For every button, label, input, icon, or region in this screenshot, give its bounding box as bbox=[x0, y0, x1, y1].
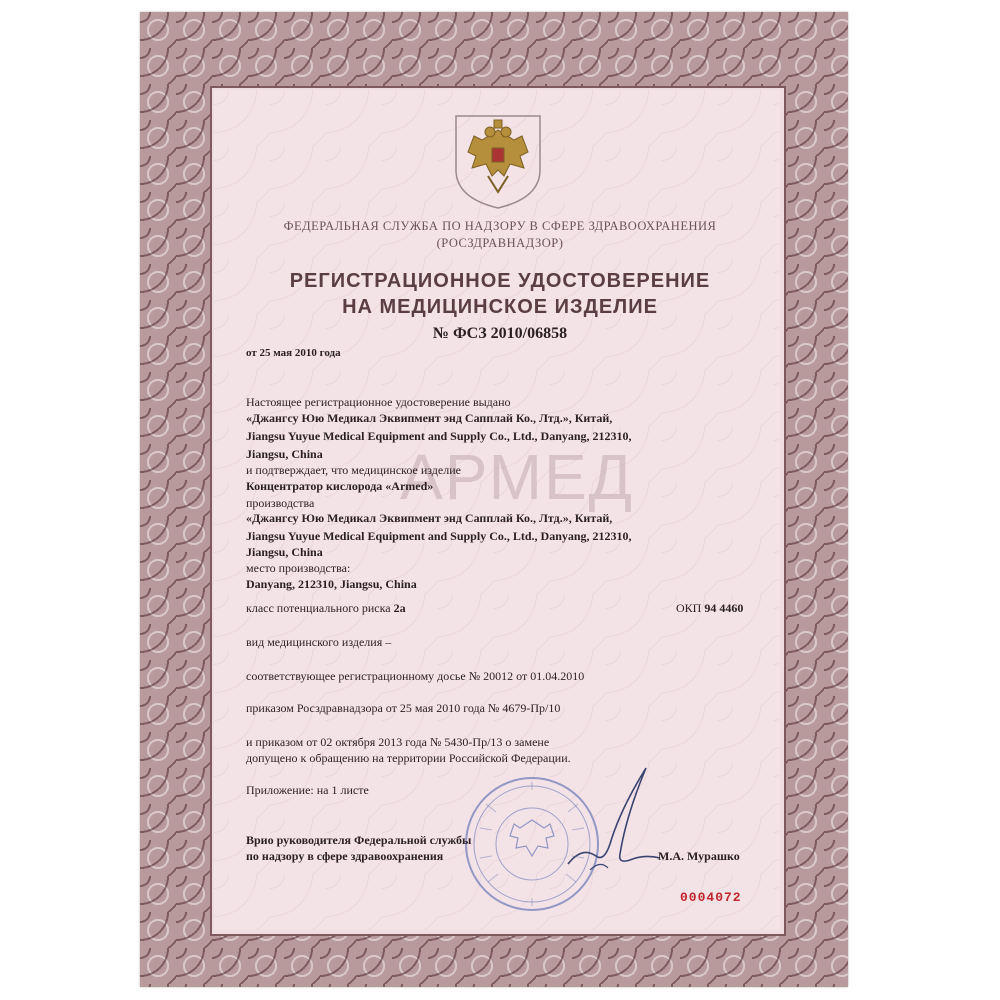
produced-by-label: производства bbox=[246, 496, 315, 510]
risk-class bbox=[246, 600, 406, 616]
certificate-date: от 25 мая 2010 года bbox=[246, 347, 341, 359]
issuer-line-3: Jiangsu, China bbox=[246, 447, 323, 461]
agency-name bbox=[240, 218, 760, 252]
head-title-line-1: Врио руководителя Федеральной службы bbox=[246, 833, 472, 847]
appendix-line: Приложение: на 1 листе bbox=[246, 783, 369, 797]
product-name: Концентратор кислорода «Armed» bbox=[246, 479, 434, 493]
order-line-2: и приказом от 02 октября 2013 года № 5430-Пр/13 о замене bbox=[246, 735, 550, 749]
maker-line-2: Jiangsu Yuyue Medical Equipment and Supply Co., Ltd., Danyang, 212310, bbox=[246, 529, 632, 543]
okp-value: 94 4460 bbox=[704, 601, 744, 615]
head-title-line-2: по надзору в сфере здравоохранения bbox=[246, 849, 444, 863]
maker-line-1: «Джангсу Юю Медикал Эквипмент энд Сапплай Ко., Лтд.», Китай, bbox=[246, 511, 613, 525]
agency-line-2: (РОСЗДРАВНАДЗОР) bbox=[436, 236, 564, 250]
risk-value: 2а bbox=[393, 601, 406, 615]
issuer-line-2: Jiangsu Yuyue Medical Equipment and Supply Co., Ltd., Danyang, 212310, bbox=[246, 429, 632, 443]
signature bbox=[560, 760, 670, 880]
order-line-1: приказом Росздравнадзора от 25 мая 2010 года № 4679-Пр/10 bbox=[246, 701, 561, 715]
okp-label: ОКП bbox=[676, 601, 702, 615]
maker-line-3: Jiangsu, China bbox=[246, 545, 323, 559]
signer-name: М.А. Мурашко bbox=[658, 849, 740, 863]
place-value: Danyang, 212310, Jiangsu, China bbox=[246, 577, 417, 591]
certificate-number: № ФСЗ 2010/06858 bbox=[432, 325, 568, 342]
coat-of-arms-emblem bbox=[452, 112, 544, 212]
place-label: место производства: bbox=[246, 561, 351, 575]
issued-intro: Настоящее регистрационное удостоверение выдано bbox=[246, 395, 511, 409]
okp-code bbox=[676, 600, 743, 616]
agency-line-1: ФЕДЕРАЛЬНАЯ СЛУЖБА ПО НАДЗОРУ В СФЕРЕ ЗДРАВООХРАНЕНИЯ bbox=[283, 219, 717, 233]
confirms-text: и подтверждает, что медицинское изделие bbox=[246, 463, 461, 477]
dossier-line: соответствующее регистрационному досье № 20012 от 01.04.2010 bbox=[246, 669, 585, 683]
risk-label: класс потенциального риска bbox=[246, 601, 391, 615]
title-line-2: НА МЕДИЦИНСКОЕ ИЗДЕЛИЕ bbox=[342, 296, 658, 318]
issuer-line-1: «Джангсу Юю Медикал Эквипмент энд Сапплай Ко., Лтд.», Китай, bbox=[246, 411, 613, 425]
order-line-3: допущено к обращению на территории Российской Федерации. bbox=[246, 751, 571, 765]
kind-label: вид медицинского изделия – bbox=[246, 635, 392, 649]
title-line-1: РЕГИСТРАЦИОННОЕ УДОСТОВЕРЕНИЕ bbox=[289, 270, 711, 292]
serial-number: 0004072 bbox=[680, 890, 742, 905]
watermark: АРМЕД bbox=[400, 441, 634, 513]
